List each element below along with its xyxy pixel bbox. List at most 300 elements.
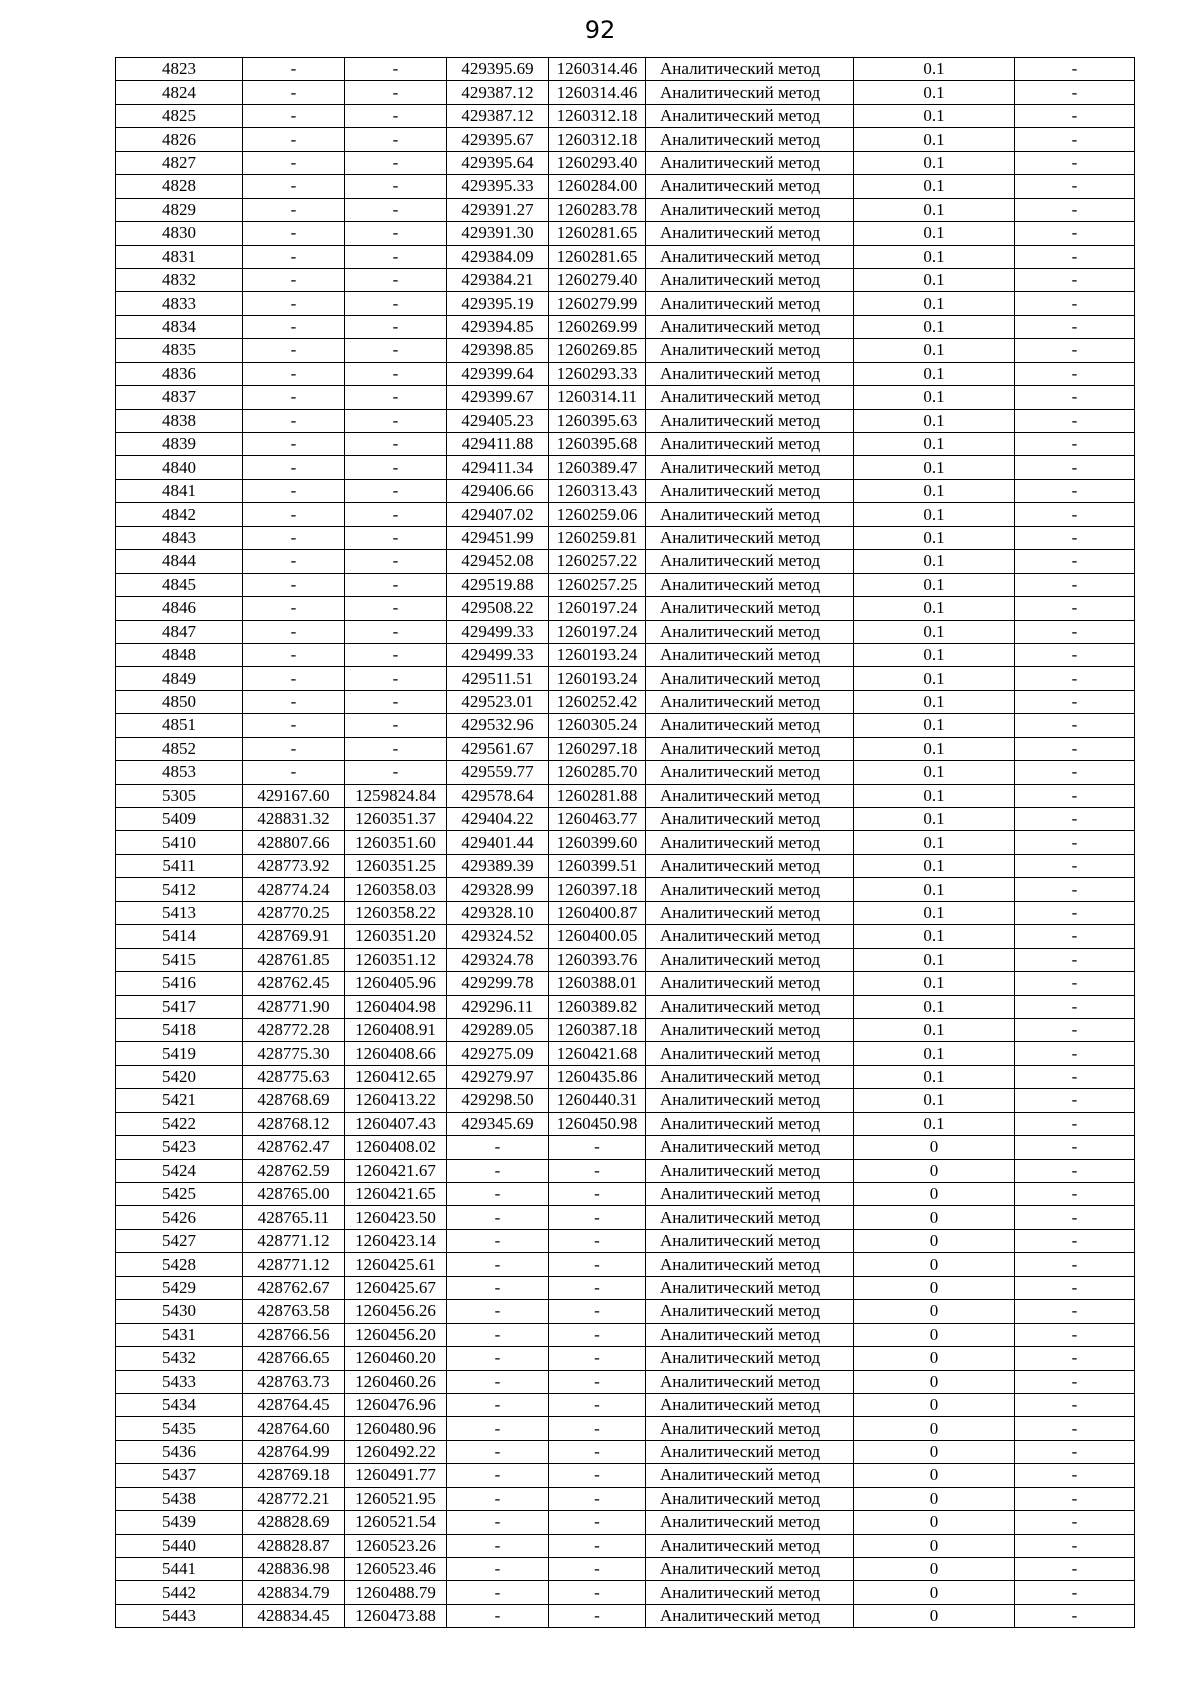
new-y-cell: 1260283.78	[549, 198, 646, 221]
old-x-cell: 428828.69	[243, 1511, 345, 1534]
note-cell: -	[1015, 878, 1135, 901]
new-x-cell: -	[447, 1558, 549, 1581]
point-number-cell: 4823	[116, 58, 243, 81]
method-cell: Аналитический метод	[646, 972, 854, 995]
old-y-cell: 1260408.66	[345, 1042, 447, 1065]
new-x-cell: 429395.33	[447, 175, 549, 198]
table-row	[116, 1487, 1135, 1510]
table-row	[116, 128, 1135, 151]
note-cell: -	[1015, 995, 1135, 1018]
point-number-cell: 4839	[116, 433, 243, 456]
new-y-cell: -	[549, 1347, 646, 1370]
table-row	[116, 737, 1135, 760]
method-cell: Аналитический метод	[646, 878, 854, 901]
note-cell: -	[1015, 714, 1135, 737]
new-x-cell: 429561.67	[447, 737, 549, 760]
point-number-cell: 5427	[116, 1229, 243, 1252]
point-number-cell: 5415	[116, 948, 243, 971]
new-y-cell: 1260440.31	[549, 1089, 646, 1112]
old-y-cell: 1260351.25	[345, 854, 447, 877]
new-y-cell: 1260450.98	[549, 1112, 646, 1135]
method-cell: Аналитический метод	[646, 761, 854, 784]
old-y-cell: -	[345, 128, 447, 151]
new-x-cell: 429405.23	[447, 409, 549, 432]
method-cell: Аналитический метод	[646, 737, 854, 760]
new-x-cell: 429345.69	[447, 1112, 549, 1135]
new-y-cell: -	[549, 1417, 646, 1440]
point-number-cell: 5409	[116, 808, 243, 831]
old-x-cell: -	[243, 714, 345, 737]
accuracy-cell: 0.1	[854, 620, 1015, 643]
new-y-cell: -	[549, 1604, 646, 1627]
new-y-cell: 1260314.11	[549, 386, 646, 409]
table-row	[116, 1347, 1135, 1370]
note-cell: -	[1015, 409, 1135, 432]
point-number-cell: 5305	[116, 784, 243, 807]
old-x-cell: -	[243, 550, 345, 573]
note-cell: -	[1015, 175, 1135, 198]
new-y-cell: 1260314.46	[549, 58, 646, 81]
new-y-cell: -	[549, 1183, 646, 1206]
table-row	[116, 948, 1135, 971]
table-row	[116, 433, 1135, 456]
point-number-cell: 4829	[116, 198, 243, 221]
accuracy-cell: 0	[854, 1300, 1015, 1323]
method-cell: Аналитический метод	[646, 1417, 854, 1440]
old-x-cell: -	[243, 479, 345, 502]
table-row	[116, 808, 1135, 831]
table-row	[116, 526, 1135, 549]
new-x-cell: 429519.88	[447, 573, 549, 596]
old-x-cell: -	[243, 573, 345, 596]
old-y-cell: 1260523.46	[345, 1558, 447, 1581]
table-row	[116, 1464, 1135, 1487]
old-y-cell: 1260407.43	[345, 1112, 447, 1135]
method-cell: Аналитический метод	[646, 315, 854, 338]
new-x-cell: 429395.64	[447, 151, 549, 174]
point-number-cell: 4838	[116, 409, 243, 432]
method-cell: Аналитический метод	[646, 784, 854, 807]
old-y-cell: 1260351.20	[345, 925, 447, 948]
note-cell: -	[1015, 268, 1135, 291]
old-x-cell: 428772.21	[243, 1487, 345, 1510]
new-y-cell: 1260193.24	[549, 667, 646, 690]
new-y-cell: 1260193.24	[549, 643, 646, 666]
point-number-cell: 5417	[116, 995, 243, 1018]
point-number-cell: 4824	[116, 81, 243, 104]
note-cell: -	[1015, 948, 1135, 971]
old-x-cell: 428836.98	[243, 1558, 345, 1581]
point-number-cell: 4845	[116, 573, 243, 596]
new-y-cell: 1260463.77	[549, 808, 646, 831]
note-cell: -	[1015, 315, 1135, 338]
table-row	[116, 643, 1135, 666]
accuracy-cell: 0.1	[854, 667, 1015, 690]
old-y-cell: 1260404.98	[345, 995, 447, 1018]
new-y-cell: 1260279.99	[549, 292, 646, 315]
old-y-cell: -	[345, 362, 447, 385]
new-x-cell: 429532.96	[447, 714, 549, 737]
method-cell: Аналитический метод	[646, 1229, 854, 1252]
note-cell: -	[1015, 643, 1135, 666]
table-row	[116, 667, 1135, 690]
method-cell: Аналитический метод	[646, 808, 854, 831]
note-cell: -	[1015, 1276, 1135, 1299]
old-x-cell: 428764.99	[243, 1440, 345, 1463]
table-row	[116, 1042, 1135, 1065]
table-row	[116, 1534, 1135, 1557]
method-cell: Аналитический метод	[646, 1136, 854, 1159]
note-cell: -	[1015, 1323, 1135, 1346]
accuracy-cell: 0.1	[854, 58, 1015, 81]
point-number-cell: 5430	[116, 1300, 243, 1323]
new-x-cell: 429387.12	[447, 81, 549, 104]
method-cell: Аналитический метод	[646, 667, 854, 690]
point-number-cell: 5419	[116, 1042, 243, 1065]
old-x-cell: -	[243, 737, 345, 760]
accuracy-cell: 0.1	[854, 386, 1015, 409]
new-x-cell: -	[447, 1393, 549, 1416]
point-number-cell: 5421	[116, 1089, 243, 1112]
new-x-cell: -	[447, 1183, 549, 1206]
new-y-cell: 1260257.25	[549, 573, 646, 596]
point-number-cell: 4852	[116, 737, 243, 760]
table-row	[116, 479, 1135, 502]
note-cell: -	[1015, 901, 1135, 924]
old-y-cell: -	[345, 386, 447, 409]
note-cell: -	[1015, 1089, 1135, 1112]
old-y-cell: -	[345, 620, 447, 643]
point-number-cell: 4843	[116, 526, 243, 549]
new-y-cell: 1260312.18	[549, 128, 646, 151]
table-row	[116, 1089, 1135, 1112]
new-x-cell: -	[447, 1159, 549, 1182]
table-row	[116, 573, 1135, 596]
point-number-cell: 4831	[116, 245, 243, 268]
old-y-cell: -	[345, 104, 447, 127]
method-cell: Аналитический метод	[646, 479, 854, 502]
accuracy-cell: 0.1	[854, 550, 1015, 573]
old-y-cell: -	[345, 573, 447, 596]
note-cell: -	[1015, 573, 1135, 596]
point-number-cell: 5418	[116, 1018, 243, 1041]
old-x-cell: 428771.12	[243, 1229, 345, 1252]
old-y-cell: 1260423.14	[345, 1229, 447, 1252]
old-x-cell: -	[243, 362, 345, 385]
table-row	[116, 995, 1135, 1018]
table-row	[116, 1604, 1135, 1627]
new-y-cell: 1260293.40	[549, 151, 646, 174]
table-row	[116, 901, 1135, 924]
method-cell: Аналитический метод	[646, 268, 854, 291]
new-y-cell: -	[549, 1323, 646, 1346]
method-cell: Аналитический метод	[646, 198, 854, 221]
new-y-cell: 1260312.18	[549, 104, 646, 127]
new-x-cell: -	[447, 1253, 549, 1276]
point-number-cell: 5425	[116, 1183, 243, 1206]
new-y-cell: -	[549, 1136, 646, 1159]
table-row	[116, 315, 1135, 338]
old-x-cell: 428772.28	[243, 1018, 345, 1041]
table-row	[116, 362, 1135, 385]
method-cell: Аналитический метод	[646, 831, 854, 854]
table-row	[116, 1136, 1135, 1159]
old-x-cell: -	[243, 175, 345, 198]
old-x-cell: 428762.67	[243, 1276, 345, 1299]
accuracy-cell: 0	[854, 1206, 1015, 1229]
point-number-cell: 4853	[116, 761, 243, 784]
method-cell: Аналитический метод	[646, 81, 854, 104]
new-x-cell: 429399.67	[447, 386, 549, 409]
table-row	[116, 1183, 1135, 1206]
old-y-cell: -	[345, 479, 447, 502]
note-cell: -	[1015, 456, 1135, 479]
accuracy-cell: 0.1	[854, 995, 1015, 1018]
table-row	[116, 1018, 1135, 1041]
new-x-cell: 429451.99	[447, 526, 549, 549]
new-y-cell: 1260399.60	[549, 831, 646, 854]
table-row	[116, 620, 1135, 643]
point-number-cell: 5413	[116, 901, 243, 924]
old-y-cell: -	[345, 151, 447, 174]
accuracy-cell: 0.1	[854, 1042, 1015, 1065]
method-cell: Аналитический метод	[646, 1440, 854, 1463]
old-x-cell: 428764.60	[243, 1417, 345, 1440]
new-x-cell: -	[447, 1604, 549, 1627]
accuracy-cell: 0.1	[854, 151, 1015, 174]
table-row	[116, 1229, 1135, 1252]
old-y-cell: 1260492.22	[345, 1440, 447, 1463]
point-number-cell: 4835	[116, 339, 243, 362]
method-cell: Аналитический метод	[646, 503, 854, 526]
new-y-cell: 1260393.76	[549, 948, 646, 971]
table-row	[116, 690, 1135, 713]
point-number-cell: 4847	[116, 620, 243, 643]
old-y-cell: -	[345, 597, 447, 620]
new-x-cell: -	[447, 1370, 549, 1393]
point-number-cell: 4848	[116, 643, 243, 666]
method-cell: Аналитический метод	[646, 1464, 854, 1487]
point-number-cell: 5433	[116, 1370, 243, 1393]
old-y-cell: 1260460.20	[345, 1347, 447, 1370]
old-x-cell: -	[243, 222, 345, 245]
note-cell: -	[1015, 479, 1135, 502]
accuracy-cell: 0.1	[854, 503, 1015, 526]
new-y-cell: 1260400.05	[549, 925, 646, 948]
new-y-cell: 1260281.88	[549, 784, 646, 807]
old-x-cell: -	[243, 386, 345, 409]
new-x-cell: 429387.12	[447, 104, 549, 127]
new-x-cell: -	[447, 1206, 549, 1229]
accuracy-cell: 0	[854, 1323, 1015, 1346]
old-y-cell: 1260480.96	[345, 1417, 447, 1440]
new-y-cell: 1260397.18	[549, 878, 646, 901]
accuracy-cell: 0.1	[854, 456, 1015, 479]
note-cell: -	[1015, 1464, 1135, 1487]
table-row	[116, 292, 1135, 315]
point-number-cell: 5440	[116, 1534, 243, 1557]
old-y-cell: -	[345, 175, 447, 198]
accuracy-cell: 0.1	[854, 175, 1015, 198]
new-x-cell: 429499.33	[447, 620, 549, 643]
accuracy-cell: 0	[854, 1511, 1015, 1534]
note-cell: -	[1015, 1581, 1135, 1604]
old-y-cell: 1260456.26	[345, 1300, 447, 1323]
point-number-cell: 4832	[116, 268, 243, 291]
old-x-cell: 428828.87	[243, 1534, 345, 1557]
new-y-cell: -	[549, 1440, 646, 1463]
accuracy-cell: 0	[854, 1347, 1015, 1370]
accuracy-cell: 0.1	[854, 737, 1015, 760]
point-number-cell: 5429	[116, 1276, 243, 1299]
old-x-cell: -	[243, 761, 345, 784]
note-cell: -	[1015, 808, 1135, 831]
table-row	[116, 1112, 1135, 1135]
old-y-cell: -	[345, 292, 447, 315]
new-y-cell: -	[549, 1581, 646, 1604]
new-x-cell: -	[447, 1323, 549, 1346]
point-number-cell: 5432	[116, 1347, 243, 1370]
note-cell: -	[1015, 1018, 1135, 1041]
note-cell: -	[1015, 433, 1135, 456]
new-x-cell: 429384.09	[447, 245, 549, 268]
accuracy-cell: 0.1	[854, 526, 1015, 549]
point-number-cell: 5424	[116, 1159, 243, 1182]
old-x-cell: 428775.63	[243, 1065, 345, 1088]
new-x-cell: -	[447, 1229, 549, 1252]
method-cell: Аналитический метод	[646, 690, 854, 713]
note-cell: -	[1015, 1604, 1135, 1627]
method-cell: Аналитический метод	[646, 550, 854, 573]
table-row	[116, 198, 1135, 221]
new-y-cell: 1260285.70	[549, 761, 646, 784]
old-y-cell: -	[345, 315, 447, 338]
old-x-cell: -	[243, 526, 345, 549]
old-x-cell: -	[243, 128, 345, 151]
new-x-cell: 429406.66	[447, 479, 549, 502]
table-row	[116, 1300, 1135, 1323]
method-cell: Аналитический метод	[646, 854, 854, 877]
new-x-cell: 429289.05	[447, 1018, 549, 1041]
accuracy-cell: 0	[854, 1229, 1015, 1252]
old-x-cell: -	[243, 597, 345, 620]
note-cell: -	[1015, 1136, 1135, 1159]
new-x-cell: 429411.34	[447, 456, 549, 479]
method-cell: Аналитический метод	[646, 925, 854, 948]
new-y-cell: -	[549, 1534, 646, 1557]
new-x-cell: 429452.08	[447, 550, 549, 573]
new-x-cell: 429279.97	[447, 1065, 549, 1088]
table-row	[116, 784, 1135, 807]
note-cell: -	[1015, 550, 1135, 573]
accuracy-cell: 0.1	[854, 292, 1015, 315]
new-y-cell: 1260279.40	[549, 268, 646, 291]
note-cell: -	[1015, 784, 1135, 807]
new-x-cell: -	[447, 1534, 549, 1557]
old-y-cell: 1260408.91	[345, 1018, 447, 1041]
new-y-cell: 1260257.22	[549, 550, 646, 573]
new-x-cell: -	[447, 1464, 549, 1487]
method-cell: Аналитический метод	[646, 1347, 854, 1370]
old-y-cell: -	[345, 409, 447, 432]
point-number-cell: 5441	[116, 1558, 243, 1581]
accuracy-cell: 0.1	[854, 831, 1015, 854]
table-row	[116, 456, 1135, 479]
point-number-cell: 4849	[116, 667, 243, 690]
new-y-cell: -	[549, 1159, 646, 1182]
old-y-cell: 1260476.96	[345, 1393, 447, 1416]
old-x-cell: 428807.66	[243, 831, 345, 854]
new-x-cell: 429296.11	[447, 995, 549, 1018]
note-cell: -	[1015, 1534, 1135, 1557]
accuracy-cell: 0	[854, 1183, 1015, 1206]
method-cell: Аналитический метод	[646, 620, 854, 643]
old-x-cell: -	[243, 620, 345, 643]
accuracy-cell: 0.1	[854, 948, 1015, 971]
new-y-cell: 1260281.65	[549, 245, 646, 268]
old-x-cell: -	[243, 151, 345, 174]
old-y-cell: -	[345, 198, 447, 221]
accuracy-cell: 0.1	[854, 222, 1015, 245]
point-number-cell: 5420	[116, 1065, 243, 1088]
old-y-cell: -	[345, 245, 447, 268]
old-y-cell: 1260456.20	[345, 1323, 447, 1346]
old-y-cell: 1259824.84	[345, 784, 447, 807]
table-row	[116, 878, 1135, 901]
accuracy-cell: 0.1	[854, 925, 1015, 948]
method-cell: Аналитический метод	[646, 1042, 854, 1065]
accuracy-cell: 0.1	[854, 690, 1015, 713]
new-x-cell: 429324.78	[447, 948, 549, 971]
note-cell: -	[1015, 151, 1135, 174]
method-cell: Аналитический метод	[646, 526, 854, 549]
new-y-cell: 1260293.33	[549, 362, 646, 385]
accuracy-cell: 0	[854, 1487, 1015, 1510]
note-cell: -	[1015, 1417, 1135, 1440]
old-x-cell: -	[243, 409, 345, 432]
point-number-cell: 5422	[116, 1112, 243, 1135]
table-row	[116, 597, 1135, 620]
note-cell: -	[1015, 386, 1135, 409]
old-x-cell: 428763.73	[243, 1370, 345, 1393]
point-number-cell: 5438	[116, 1487, 243, 1510]
old-x-cell: 428770.25	[243, 901, 345, 924]
old-y-cell: -	[345, 81, 447, 104]
new-x-cell: -	[447, 1347, 549, 1370]
note-cell: -	[1015, 1370, 1135, 1393]
new-y-cell: 1260395.68	[549, 433, 646, 456]
old-y-cell: 1260425.67	[345, 1276, 447, 1299]
table-row	[116, 1323, 1135, 1346]
note-cell: -	[1015, 1253, 1135, 1276]
point-number-cell: 5439	[116, 1511, 243, 1534]
old-x-cell: -	[243, 268, 345, 291]
accuracy-cell: 0	[854, 1534, 1015, 1557]
new-y-cell: 1260197.24	[549, 597, 646, 620]
new-y-cell: 1260305.24	[549, 714, 646, 737]
new-x-cell: 429511.51	[447, 667, 549, 690]
point-number-cell: 4836	[116, 362, 243, 385]
new-y-cell: 1260421.68	[549, 1042, 646, 1065]
table-row	[116, 1206, 1135, 1229]
note-cell: -	[1015, 761, 1135, 784]
accuracy-cell: 0	[854, 1393, 1015, 1416]
table-row	[116, 550, 1135, 573]
old-y-cell: 1260521.54	[345, 1511, 447, 1534]
point-number-cell: 4844	[116, 550, 243, 573]
old-y-cell: -	[345, 737, 447, 760]
method-cell: Аналитический метод	[646, 1487, 854, 1510]
